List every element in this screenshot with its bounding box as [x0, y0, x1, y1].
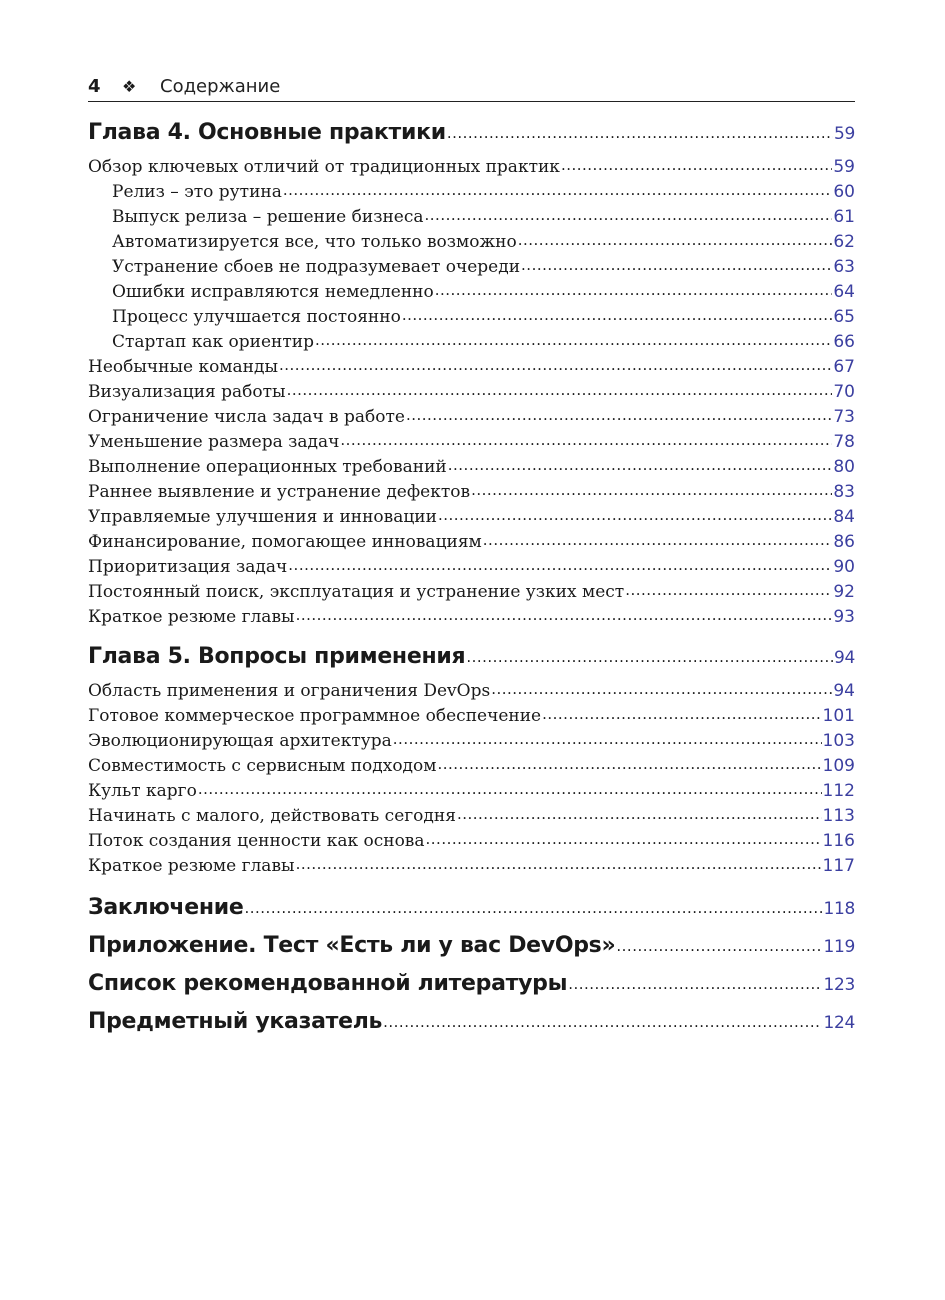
chapter-5-heading[interactable]: [88, 644, 855, 681]
entry-page: 116: [822, 831, 855, 851]
entry-page: 103: [822, 731, 855, 751]
leader-dots: [625, 582, 832, 597]
entry-page: 61: [833, 207, 855, 227]
entry-page: 118: [823, 899, 855, 919]
leader-dots: [198, 781, 822, 796]
leader-dots: [483, 532, 833, 547]
toc-entry[interactable]: [88, 257, 855, 282]
chapter-5-entries: [88, 681, 855, 881]
leader-dots: [283, 182, 833, 197]
entry-label: Поток создания ценности как основа: [88, 831, 425, 851]
entry-label: Выпуск релиза – решение бизнеса: [112, 207, 424, 227]
entry-label: Приоритизация задач: [88, 557, 288, 577]
entry-page: 84: [833, 507, 855, 527]
leader-dots: [616, 937, 822, 952]
entry-label: Предметный указатель: [88, 1009, 383, 1034]
leader-dots: [287, 382, 833, 397]
toc-entry[interactable]: [88, 532, 855, 557]
entry-page: 124: [823, 1013, 855, 1033]
leader-dots: [315, 332, 832, 347]
leader-dots: [568, 975, 822, 990]
entry-label: Процесс улучшается постоянно: [112, 307, 401, 327]
leader-dots: [561, 157, 832, 172]
entry-page: 64: [833, 282, 855, 302]
entry-label: Краткое резюме главы: [88, 856, 295, 876]
leader-dots: [518, 232, 833, 247]
back-matter-entry[interactable]: [88, 933, 855, 971]
entry-label: Необычные команды: [88, 357, 278, 377]
leader-dots: [244, 899, 822, 914]
entry-label: Область применения и ограничения DevOps: [88, 681, 491, 701]
entry-label: Выполнение операционных требований: [88, 457, 447, 477]
leader-dots: [296, 607, 833, 622]
entry-label: Краткое резюме главы: [88, 607, 295, 627]
entry-page: 101: [822, 706, 855, 726]
entry-label: Готовое коммерческое программное обеспечение: [88, 706, 542, 726]
chapter-5-section: [88, 644, 855, 881]
leader-dots: [296, 856, 822, 871]
spacer: [88, 632, 855, 644]
entry-label: Устранение сбоев не подразумевает очереди: [112, 257, 521, 277]
chapter-title: Глава 5. Вопросы применения: [88, 644, 466, 669]
toc-entry[interactable]: [88, 806, 855, 831]
entry-label: Ограничение числа задач в работе: [88, 407, 405, 427]
leader-dots: [393, 731, 822, 746]
entry-label: Управляемые улучшения и инновации: [88, 507, 437, 527]
entry-label: Раннее выявление и устранение дефектов: [88, 482, 471, 502]
entry-page: 117: [822, 856, 855, 876]
running-header: [88, 72, 855, 102]
toc-entry[interactable]: [88, 482, 855, 507]
entry-label: Ошибки исправляются немедленно: [112, 282, 434, 302]
entry-page: 119: [823, 937, 855, 957]
spacer: [88, 881, 855, 895]
entry-label: Визуализация работы: [88, 382, 286, 402]
entry-page: 60: [833, 182, 855, 202]
entry-page: 78: [833, 432, 855, 452]
leader-dots: [438, 507, 832, 522]
toc-entry[interactable]: [88, 681, 855, 706]
entry-page: 63: [833, 257, 855, 277]
entry-page: 67: [833, 357, 855, 377]
table-of-contents: [88, 120, 855, 1047]
entry-page: 113: [822, 806, 855, 826]
toc-entry[interactable]: [88, 607, 855, 632]
entry-page: 86: [833, 532, 855, 552]
leader-dots: [406, 407, 832, 422]
toc-entry[interactable]: [88, 856, 855, 881]
entry-label: Совместимость с сервисным подходом: [88, 756, 437, 776]
toc-entry[interactable]: [88, 207, 855, 232]
entry-page: 94: [833, 681, 855, 701]
chapter-page: 94: [833, 648, 855, 668]
back-matter-entry[interactable]: [88, 1009, 855, 1047]
toc-entry[interactable]: [88, 182, 855, 207]
entry-page: 112: [822, 781, 855, 801]
entry-page: 62: [833, 232, 855, 252]
entry-page: 83: [833, 482, 855, 502]
back-matter: [88, 895, 855, 1047]
entry-label: Заключение: [88, 895, 244, 920]
leader-dots: [425, 207, 833, 222]
toc-entry[interactable]: [88, 432, 855, 457]
entry-page: 90: [833, 557, 855, 577]
leader-dots: [457, 806, 822, 821]
toc-entry[interactable]: [88, 557, 855, 582]
leader-dots: [491, 681, 832, 696]
entry-page: 80: [833, 457, 855, 477]
entry-page: 59: [833, 157, 855, 177]
toc-entry[interactable]: [88, 831, 855, 856]
chapter-4-heading[interactable]: [88, 120, 855, 157]
entry-label: Уменьшение размера задач: [88, 432, 340, 452]
toc-entry[interactable]: [88, 282, 855, 307]
entry-label: Культ карго: [88, 781, 197, 801]
toc-entry[interactable]: [88, 457, 855, 482]
toc-entry[interactable]: [88, 731, 855, 756]
chapter-title: Глава 4. Основные практики: [88, 120, 446, 145]
entry-label: Эволюционирующая архитектура: [88, 731, 392, 751]
entry-label: Релиз – это рутина: [112, 182, 282, 202]
leader-dots: [521, 257, 832, 272]
ornament-icon: ❖: [122, 77, 137, 96]
entry-page: 70: [833, 382, 855, 402]
toc-entry[interactable]: [88, 307, 855, 332]
entry-page: 66: [833, 332, 855, 352]
entry-page: 73: [833, 407, 855, 427]
leader-dots: [466, 648, 833, 663]
entry-page: 93: [833, 607, 855, 627]
leader-dots: [279, 357, 832, 372]
toc-entry[interactable]: [88, 781, 855, 806]
leader-dots: [340, 432, 832, 447]
leader-dots: [288, 557, 832, 572]
entry-label: Список рекомендованной литературы: [88, 971, 568, 996]
leader-dots: [448, 457, 833, 472]
toc-entry[interactable]: [88, 332, 855, 357]
chapter-4-section: [88, 120, 855, 632]
entry-label: Финансирование, помогающее инновациям: [88, 532, 482, 552]
running-title: Содержание: [160, 76, 281, 97]
entry-label: Обзор ключевых отличий от традиционных практик: [88, 157, 560, 177]
entry-label: Стартап как ориентир: [112, 332, 314, 352]
chapter-4-entries: [88, 157, 855, 632]
entry-label: Постоянный поиск, эксплуатация и устранение узких мест: [88, 582, 625, 602]
toc-entry[interactable]: [88, 756, 855, 781]
page-number: 4: [88, 76, 101, 97]
leader-dots: [426, 831, 822, 846]
leader-dots: [437, 756, 821, 771]
toc-entry[interactable]: [88, 357, 855, 382]
toc-entry[interactable]: [88, 382, 855, 407]
entry-label: Приложение. Тест «Есть ли у вас DevOps»: [88, 933, 616, 958]
leader-dots: [383, 1013, 822, 1028]
entry-label: Начинать с малого, действовать сегодня: [88, 806, 456, 826]
toc-entry[interactable]: [88, 232, 855, 257]
leader-dots: [402, 307, 833, 322]
leader-dots: [447, 124, 833, 139]
leader-dots: [435, 282, 833, 297]
toc-entry[interactable]: [88, 407, 855, 432]
entry-label: Автоматизируется все, что только возможно: [112, 232, 517, 252]
entry-page: 109: [822, 756, 855, 776]
entry-page: 123: [823, 975, 855, 995]
toc-entry[interactable]: [88, 507, 855, 532]
back-matter-entry[interactable]: [88, 895, 855, 933]
leader-dots: [542, 706, 821, 721]
back-matter-entry[interactable]: [88, 971, 855, 1009]
toc-entry[interactable]: [88, 582, 855, 607]
toc-entry[interactable]: [88, 706, 855, 731]
entry-page: 92: [833, 582, 855, 602]
entry-page: 65: [833, 307, 855, 327]
leader-dots: [471, 482, 832, 497]
chapter-page: 59: [833, 124, 855, 144]
toc-entry[interactable]: [88, 157, 855, 182]
